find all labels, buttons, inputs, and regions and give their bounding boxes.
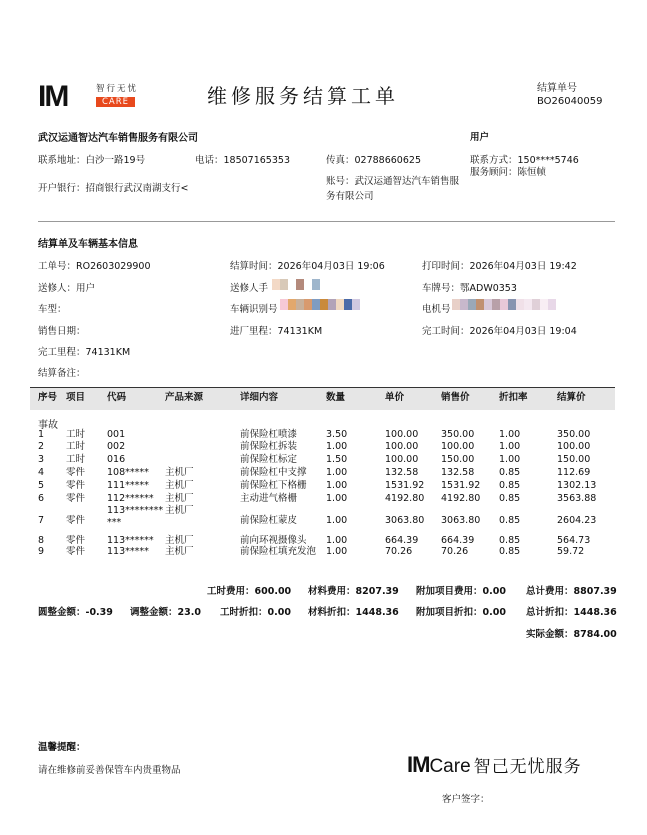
- vin-label: 车辆识别号: [230, 304, 278, 315]
- cell-unit: 3063.80: [385, 515, 425, 526]
- cell-qty: 1.00: [326, 441, 348, 452]
- section-title: 结算单及车辆基本信息: [38, 239, 138, 250]
- cell-item: 工时: [66, 454, 86, 465]
- account-line-1: 账号：武汉运通智达汽车销售服: [326, 176, 460, 187]
- cell-settle: 150.00: [557, 454, 591, 465]
- cell-no: 3: [38, 454, 45, 465]
- cell-detail: 主动进气格栅: [240, 493, 298, 504]
- cell-unit: 70.26: [385, 546, 413, 557]
- cell-no: 6: [38, 493, 45, 504]
- plate-no: 车牌号：鄂ADW0353: [422, 283, 517, 294]
- cell-unit: 1531.92: [385, 480, 425, 491]
- table-header-col-code: 代码: [107, 392, 127, 403]
- table-header-col-settle: 结算价: [557, 392, 586, 403]
- cell-qty: 1.00: [326, 535, 348, 546]
- cell-no: 2: [38, 441, 45, 452]
- table-header-col-sale: 销售价: [441, 392, 470, 403]
- cell-discount: 1.00: [499, 429, 521, 440]
- cell-qty: 1.00: [326, 467, 348, 478]
- cell-code: 113********: [107, 505, 164, 516]
- cell-detail: 前保险杠标定: [240, 454, 298, 465]
- cell-item: 工时: [66, 441, 86, 452]
- cell-settle: 350.00: [557, 429, 591, 440]
- footer-logo-cn: 智己无忧服务: [473, 757, 582, 777]
- logo-subtext: [96, 82, 138, 107]
- cell-detail: 前保险杠蒙皮: [240, 515, 298, 526]
- table-header-col-unit: 单价: [385, 392, 405, 403]
- table-header-col-detail: 详细内容: [240, 392, 279, 403]
- cell-discount: 1.00: [499, 441, 521, 452]
- cell-detail: 前保险杠拆装: [240, 441, 298, 452]
- cell-unit: 100.00: [385, 454, 419, 465]
- cell-settle: 1302.13: [557, 480, 597, 491]
- cell-sale: 100.00: [441, 441, 475, 452]
- car-model: 车型：: [38, 304, 67, 315]
- cell-qty: 1.00: [326, 493, 348, 504]
- table-header-col-discount: 折扣率: [499, 392, 528, 403]
- cell-detail: 前向环视摄像头: [240, 535, 307, 546]
- cell-item: 工时: [66, 429, 86, 440]
- service-advisor: 服务顾问：陈恒帧: [470, 167, 547, 178]
- tip-title: 温馨提醒：: [38, 742, 86, 753]
- cell-sale: 3063.80: [441, 515, 481, 526]
- cell-settle: 59.72: [557, 546, 585, 557]
- cell-discount: 1.00: [499, 454, 521, 465]
- cell-item: 零件: [66, 515, 86, 526]
- cell-source: 主机厂: [165, 546, 194, 557]
- cell-code: 108*****: [107, 467, 149, 478]
- cell-qty: 1.00: [326, 515, 348, 526]
- sender: 送修人：用户: [38, 283, 96, 294]
- table-group-label: 事故: [38, 420, 58, 431]
- settle-time-value: 2026年04月03日 19:06: [277, 261, 385, 272]
- cell-sale: 1531.92: [441, 480, 481, 491]
- table-header-col-item: 项目: [66, 392, 86, 403]
- cell-unit: 4192.80: [385, 493, 425, 504]
- cell-discount: 0.85: [499, 480, 521, 491]
- cell-no: 7: [38, 515, 45, 526]
- cell-discount: 0.85: [499, 546, 521, 557]
- cell-no: 4: [38, 467, 45, 478]
- motor-label: 电机号: [422, 304, 451, 315]
- cell-sale: 664.39: [441, 535, 475, 546]
- extra-discount: 附加项目折扣：0.00: [416, 607, 506, 618]
- customer-contact: 联系方式：150****5746: [470, 155, 579, 166]
- order-no: BO26040059: [537, 96, 603, 107]
- cell-code: 016: [107, 454, 126, 465]
- logo-care-text: CARE: [96, 97, 135, 107]
- company-account: [326, 173, 459, 202]
- redacted-sender-phone: [272, 279, 320, 290]
- logo-cn-text: 智行无忧: [96, 84, 139, 94]
- finish-time: 完工时间：2026年04月03日 19:04: [422, 326, 577, 337]
- cell-settle: 100.00: [557, 441, 591, 452]
- footer-brand-logo: [407, 752, 582, 778]
- cell-qty: 1.00: [326, 546, 348, 557]
- customer-signature: 客户签字：: [442, 794, 490, 805]
- material-discount: 材料折扣：1448.36: [308, 607, 399, 618]
- company-address: 联系地址：白沙一路19号: [38, 155, 146, 166]
- redacted-motor: [452, 299, 556, 311]
- sale-date: 销售日期：: [38, 326, 86, 337]
- adjust-amount: 调整金额：23.0: [130, 607, 201, 618]
- cell-settle: 2604.23: [557, 515, 597, 526]
- cell-source: 主机厂: [165, 493, 194, 504]
- footer-logo-care: Care: [429, 756, 471, 777]
- cell-code-continued: ***: [107, 517, 122, 528]
- company-name: 武汉运通智达汽车销售服务有限公司: [38, 133, 198, 144]
- settle-time-label: 结算时间：: [230, 261, 278, 272]
- cell-unit: 664.39: [385, 535, 419, 546]
- footer-logo-im: IM: [407, 752, 430, 777]
- cell-detail: 前保险杠中支撑: [240, 467, 307, 478]
- order-no-label: 结算单号: [537, 83, 577, 94]
- company-fax: 传真：02788660625: [326, 155, 421, 166]
- cell-discount: 0.85: [499, 535, 521, 546]
- table-header-col-no: 序号: [38, 392, 58, 403]
- cell-discount: 0.85: [499, 515, 521, 526]
- cell-unit: 132.58: [385, 467, 419, 478]
- cell-item: 零件: [66, 546, 86, 557]
- table-header-col-source: 产品来源: [165, 392, 204, 403]
- cell-sale: 150.00: [441, 454, 475, 465]
- cell-no: 9: [38, 546, 45, 557]
- extra-fee: 附加项目费用：0.00: [416, 586, 506, 597]
- labor-discount: 工时折扣：0.00: [220, 607, 291, 618]
- cell-settle: 564.73: [557, 535, 591, 546]
- cell-detail: 前保险杠下格栅: [240, 480, 307, 491]
- cell-sale: 132.58: [441, 467, 475, 478]
- redacted-vin: [280, 299, 360, 311]
- mileage-in: 进厂里程：74131KM: [230, 326, 323, 337]
- customer-title: 用户: [470, 132, 490, 143]
- cell-sale: 70.26: [441, 546, 469, 557]
- cell-source: 主机厂: [165, 480, 194, 491]
- cell-code: 113******: [107, 535, 154, 546]
- cell-discount: 0.85: [499, 467, 521, 478]
- cell-item: 零件: [66, 480, 86, 491]
- cell-source: 主机厂: [165, 535, 194, 546]
- page-title: 维修服务结算工单: [207, 84, 399, 108]
- cell-source: 主机厂: [165, 505, 194, 516]
- settle-remark: 结算备注：: [38, 368, 86, 379]
- sender-phone-label: 送修人手: [230, 283, 269, 294]
- cell-item: 零件: [66, 535, 86, 546]
- cell-settle: 112.69: [557, 467, 591, 478]
- cell-code: 113*****: [107, 546, 149, 557]
- cell-unit: 100.00: [385, 441, 419, 452]
- cell-no: 8: [38, 535, 45, 546]
- cell-detail: 前保险杠填充发泡: [240, 546, 317, 557]
- actual-amount: 实际金额：8784.00: [526, 629, 617, 640]
- cell-discount: 0.85: [499, 493, 521, 504]
- cell-code: 002: [107, 441, 126, 452]
- divider: [38, 221, 615, 222]
- cell-item: 零件: [66, 493, 86, 504]
- round-amount: 圆整金额：-0.39: [38, 607, 113, 618]
- total-discount: 总计折扣：1448.36: [526, 607, 617, 618]
- mileage-out: 完工里程：74131KM: [38, 347, 131, 358]
- table-header-col-qty: 数量: [326, 392, 346, 403]
- cell-no: 1: [38, 429, 45, 440]
- material-fee: 材料费用：8207.39: [308, 586, 399, 597]
- cell-settle: 3563.88: [557, 493, 597, 504]
- company-phone: 电话：18507165353: [195, 155, 290, 166]
- settle-time: [230, 258, 385, 272]
- cell-qty: 1.00: [326, 480, 348, 491]
- total-fee: 总计费用：8807.39: [526, 586, 617, 597]
- cell-code: 112******: [107, 493, 154, 504]
- logo-im-text: IM: [38, 80, 68, 113]
- company-bank: 开户银行：招商银行武汉南湖支行<: [38, 183, 189, 194]
- cell-code: 001: [107, 429, 126, 440]
- cell-code: 111*****: [107, 480, 149, 491]
- print-time: 打印时间：2026年04月03日 19:42: [422, 261, 577, 272]
- cell-item: 零件: [66, 467, 86, 478]
- brand-logo: [38, 80, 67, 114]
- cell-sale: 350.00: [441, 429, 475, 440]
- cell-unit: 100.00: [385, 429, 419, 440]
- tip-text: 请在维修前妥善保管车内贵重物品: [38, 765, 181, 776]
- cell-qty: 1.50: [326, 454, 348, 465]
- labor-fee: 工时费用：600.00: [207, 586, 292, 597]
- cell-sale: 4192.80: [441, 493, 481, 504]
- work-order-no: 工单号：RO2603029900: [38, 261, 151, 272]
- account-line-2: 务有限公司: [326, 191, 374, 202]
- cell-no: 5: [38, 480, 45, 491]
- cell-detail: 前保险杠喷漆: [240, 429, 298, 440]
- cell-source: 主机厂: [165, 467, 194, 478]
- cell-qty: 3.50: [326, 429, 348, 440]
